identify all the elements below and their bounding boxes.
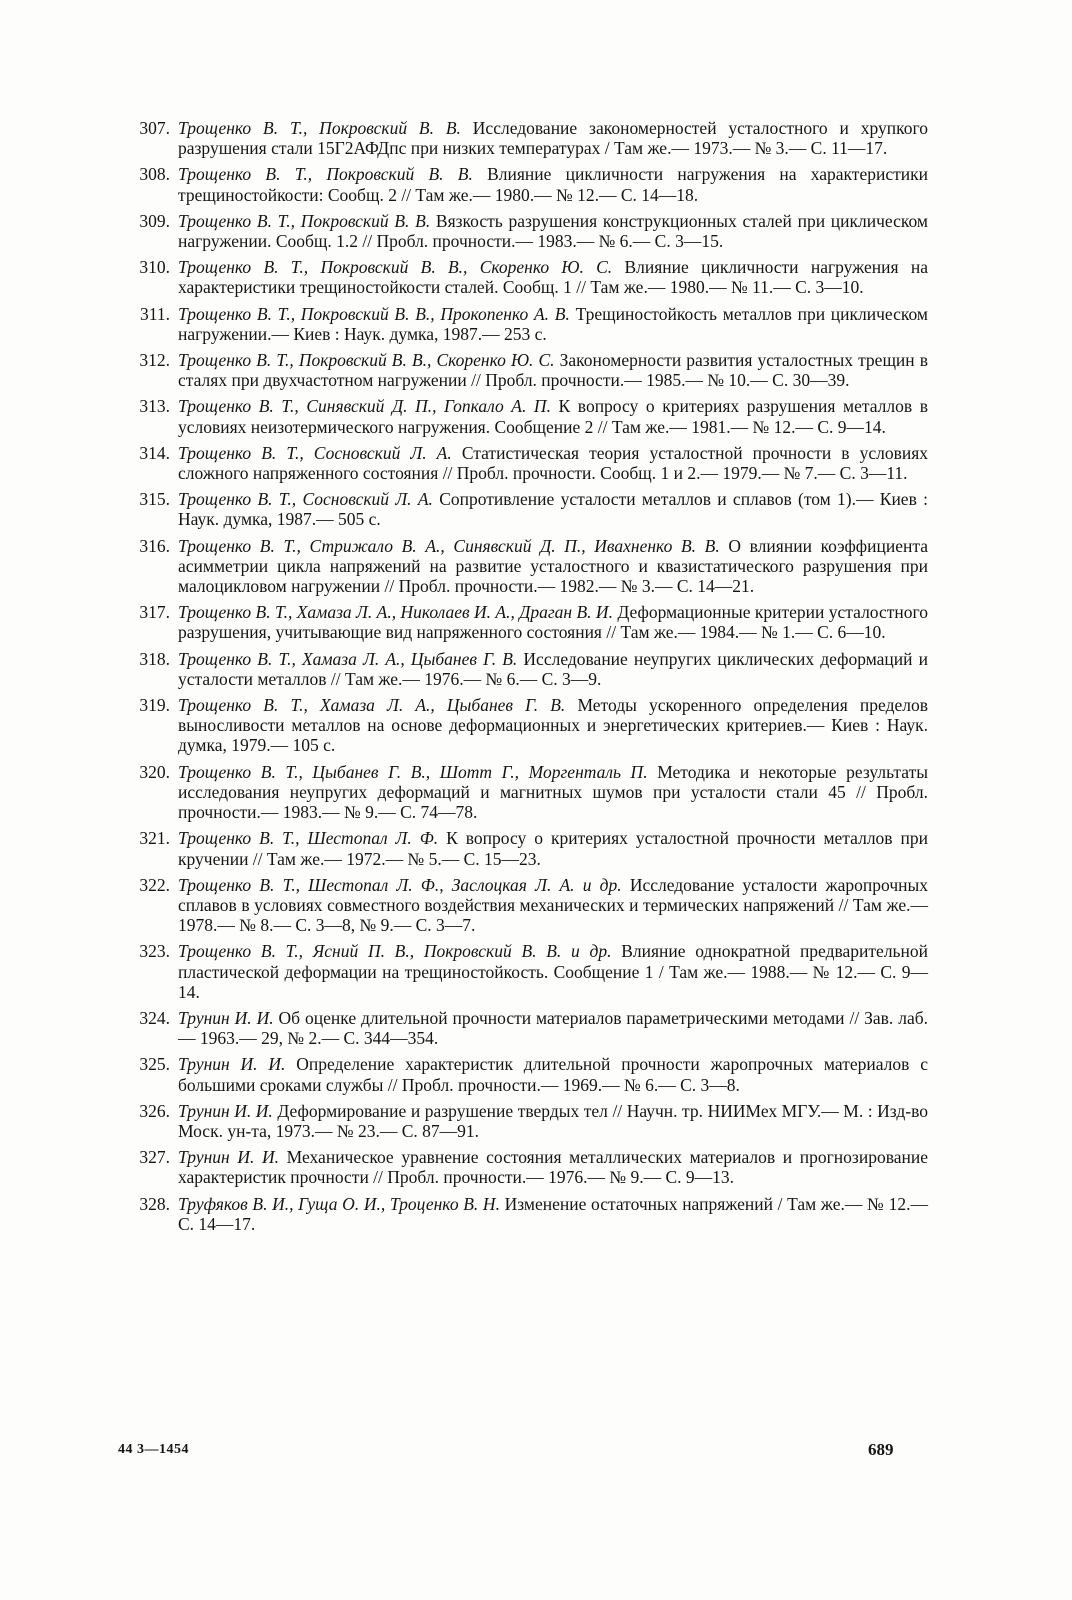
reference-text: К вопросу о критериях усталостной прочности металлов при кручении // Там же.— 1972.— № 5.— С. 15—23.	[178, 828, 929, 869]
reference-text: Деформирование и разрушение твердых тел // Научн. тр. НИИМех МГУ.— М. : Изд-во Моск. ун-та, 1973.— № 23.— С. 87—91.	[178, 1100, 929, 1141]
reference-number: 322.	[139, 874, 170, 895]
reference-number: 316.	[139, 535, 170, 556]
reference-entry	[120, 1194, 928, 1234]
reference-authors: Трощенко В. Т., Шестопал Л. Ф., Заслоцкая Л. А. и др.	[178, 874, 622, 895]
reference-entry	[120, 396, 928, 436]
reference-text: Трещиностойкость металлов при циклическом нагружении.— Киев : Наук. думка, 1987.— 253 с.	[178, 303, 929, 344]
reference-number: 325.	[139, 1054, 170, 1075]
reference-number: 309.	[139, 210, 170, 231]
reference-entry	[120, 649, 928, 689]
reference-text: Механическое уравнение состояния металлических материалов и прогнозирование характеристик прочности // Пробл. прочности.— 1976.— № 9.— С. 9—13.	[178, 1147, 928, 1188]
reference-number: 313.	[139, 396, 170, 417]
reference-text: Об оценке длительной прочности материалов параметрическими методами // Зав. лаб.— 1963.— 29, № 2.— С. 344—354.	[178, 1007, 928, 1049]
reference-entry	[120, 536, 928, 597]
reference-text: Исследование усталости жаропрочных сплавов в условиях совместного воздействия механических и термических напряжений // Там же.— 1978.— № 8.— С. 3—8, № 9.— С. 3—7.	[178, 874, 928, 936]
reference-entry	[120, 443, 928, 483]
reference-entry	[120, 304, 928, 344]
reference-authors: Трощенко В. Т., Хамаза Л. А., Николаев И. А., Драган В. И.	[178, 602, 613, 623]
reference-text: Влияние однократной предварительной пластической деформации на трещиностойкость. Сообщение 1 / Там же.— 1988.— № 12.— С. 9—14.	[178, 941, 929, 1002]
reference-text: Влияние цикличности нагружения на характеристики трещиностойкости сталей. Сообщ. 1 // Там же.— 1980.— № 11.— С. 3—10.	[178, 257, 929, 298]
reference-text: Исследование закономерностей усталостного и хрупкого разрушения стали 15Г2АФДпс при низких температурах / Там же.— 1973.— № 3.— С. 11—17.	[178, 118, 928, 159]
reference-entry	[120, 762, 928, 823]
reference-text: Сопротивление усталости металлов и сплавов (том 1).— Киев : Наук. думка, 1987.— 505 с.	[178, 489, 928, 530]
reference-number: 315.	[139, 489, 170, 510]
reference-number: 326.	[139, 1100, 170, 1121]
reference-entry	[120, 164, 928, 204]
reference-entry	[120, 1008, 928, 1048]
reference-authors: Трунин И. И.	[178, 1054, 286, 1075]
reference-text: О влиянии коэффициента асимметрии цикла напряжений на развитие усталостного и квазистатического разрушения при малоцикловом нагружении // Пробл. прочности.— 1982.— № 3.— С. 14—21.	[178, 535, 928, 597]
reference-number: 319.	[139, 695, 170, 716]
reference-text: Определение характеристик длительной прочности жаропрочных материалов с большими сроками службы // Пробл. прочности.— 1969.— № 6.— С. 3—8.	[178, 1054, 928, 1095]
reference-text: Закономерности развития усталостных трещин в сталях при двухчастотном нагружении // Пробл. прочности.— 1985.— № 10.— С. 30—39.	[178, 350, 928, 391]
reference-entry	[120, 1101, 928, 1141]
reference-text: Деформационные критерии усталостного разрушения, учитывающие вид напряженного состояния // Там же.— 1984.— № 1.— С. 6—10.	[178, 602, 929, 643]
reference-list	[120, 118, 928, 1240]
reference-text: Влияние цикличности нагружения на характеристики трещиностойкости: Сообщ. 2 // Там же.— 1980.— № 12.— С. 14—18.	[178, 164, 928, 205]
reference-number: 328.	[139, 1193, 170, 1214]
reference-authors: Трощенко В. Т., Стрижало В. А., Синявский Д. П., Ивахненко В. В.	[178, 535, 720, 556]
reference-authors: Трунин И. И.	[178, 1147, 280, 1168]
reference-authors: Трощенко В. Т., Покровский В. В., Скоренко Ю. С.	[178, 350, 555, 371]
reference-text: Методы ускоренного определения пределов выносливости металлов на основе деформационных и энергетических критериев.— Киев : Наук. думка, 1979.— 105 с.	[178, 695, 929, 756]
reference-authors: Трунин И. И.	[178, 1100, 273, 1121]
reference-authors: Трощенко В. Т., Цыбанев Г. В., Шотт Г., Моргенталь П.	[178, 761, 648, 782]
reference-authors: Трощенко В. Т., Покровский В. В.	[178, 164, 473, 185]
reference-entry	[120, 602, 928, 642]
reference-entry	[120, 118, 928, 158]
reference-authors: Трощенко В. Т., Покровский В. В.	[178, 118, 461, 138]
reference-number: 310.	[139, 257, 170, 278]
reference-entry	[120, 1054, 928, 1094]
reference-text: Исследование неупругих циклических деформаций и усталости металлов // Там же.— 1976.— № 6.— С. 3—9.	[178, 648, 929, 689]
reference-text: Методика и некоторые результаты исследования неупругих деформаций и магнитных шумов при усталости стали 45 // Пробл. прочности.— 1983.— № 9.— С. 74—78.	[178, 761, 928, 823]
reference-entry	[120, 941, 928, 1002]
reference-entry	[120, 350, 928, 390]
reference-authors: Трощенко В. Т., Хамаза Л. А., Цыбанев Г. В.	[178, 695, 566, 716]
reference-number: 311.	[140, 303, 170, 324]
reference-number: 327.	[139, 1147, 170, 1168]
page-number: 689	[868, 1440, 894, 1459]
reference-number: 317.	[139, 602, 170, 623]
reference-text: Вязкость разрушения конструкционных сталей при циклическом нагружении. Сообщ. 1.2 // Пробл. прочности.— 1983.— № 6.— С. 3—15.	[178, 210, 928, 252]
reference-text: Изменение остаточных напряжений / Там же.— № 12.— С. 14—17.	[178, 1193, 929, 1234]
reference-number: 308.	[139, 164, 170, 185]
reference-number: 323.	[139, 941, 170, 962]
reference-entry	[120, 1147, 928, 1187]
reference-authors: Трощенко В. Т., Покровский В. В., Скоренко Ю. С.	[178, 257, 613, 278]
reference-entry	[120, 695, 928, 756]
reference-entry	[120, 828, 928, 868]
reference-text: К вопросу о критериях разрушения металлов в условиях неизотермического нагружения. Сообщение 2 // Там же.— 1981.— № 12.— С. 9—14.	[178, 396, 928, 437]
reference-number: 321.	[139, 828, 170, 849]
reference-entry	[120, 489, 928, 529]
reference-number: 324.	[139, 1007, 170, 1028]
reference-authors: Трощенко В. Т., Сосновский Л. А.	[178, 489, 433, 510]
reference-entry	[120, 257, 928, 297]
reference-authors: Трощенко В. Т., Ясний П. В., Покровский В. В. и др.	[178, 941, 612, 962]
reference-authors: Трощенко В. Т., Хамаза Л. А., Цыбанев Г. В.	[178, 648, 518, 669]
reference-authors: Трощенко В. Т., Покровский В. В., Прокопенко А. В.	[178, 303, 570, 324]
reference-number: 318.	[139, 648, 170, 669]
reference-authors: Трощенко В. Т., Шестопал Л. Ф.	[178, 828, 439, 849]
reference-authors: Трощенко В. Т., Сосновский Л. А.	[178, 442, 452, 463]
reference-text: Статистическая теория усталостной прочности в условиях сложного напряженного состояния // Пробл. прочности. Сообщ. 1 и 2.— 1979.— № 7.— С. 3—11.	[178, 442, 929, 484]
reference-authors: Трощенко В. Т., Покровский В. В.	[178, 210, 431, 231]
reference-number: 312.	[139, 350, 170, 371]
reference-authors: Труфяков В. И., Гуща О. И., Троценко В. Н.	[178, 1193, 500, 1214]
reference-number: 307.	[139, 118, 170, 138]
reference-number: 314.	[139, 442, 170, 463]
reference-number: 320.	[139, 761, 170, 782]
reference-entry	[120, 211, 928, 251]
reference-authors: Трощенко В. Т., Синявский Д. П., Гопкало А. П.	[178, 396, 551, 417]
reference-entry	[120, 875, 928, 936]
signature-mark: 44 3—1454	[118, 1442, 189, 1457]
reference-authors: Трунин И. И.	[178, 1007, 274, 1028]
